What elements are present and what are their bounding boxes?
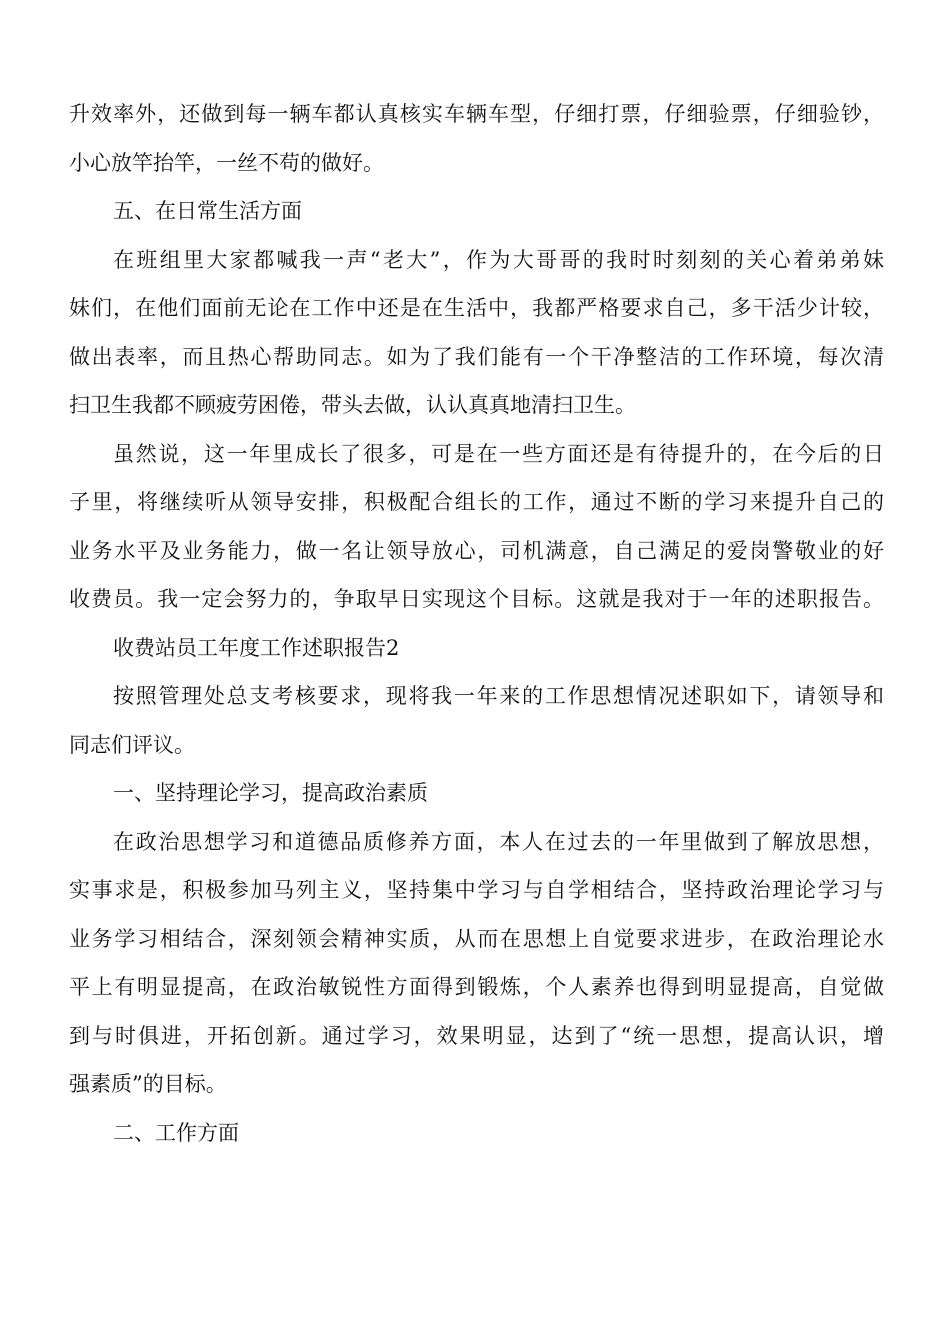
paragraph-line: 子里，将继续听从领导安排，积极配合组长的工作，通过不断的学习来提升自己的	[69, 490, 884, 514]
section-heading: 二、工作方面	[113, 1120, 239, 1145]
paragraph-line: 妹们，在他们面前无论在工作中还是在生活中，我都严格要求自己，多干活少计较，	[69, 296, 884, 320]
paragraph-line: 实事求是，积极参加马列主义，坚持集中学习与自学相结合，坚持政治理论学习与	[69, 878, 884, 902]
section-heading: 一、坚持理论学习，提高政治素质	[113, 781, 428, 805]
paragraph-line: 平上有明显提高，在政治敏锐性方面得到锻炼，个人素养也得到明显提高，自觉做	[69, 975, 884, 999]
paragraph-line: 业务水平及业务能力，做一名让领导放心，司机满意，自己满足的爱岗警敬业的好	[69, 538, 884, 563]
paragraph-line: 业务学习相结合，深刻领会精神实质，从而在思想上自觉要求进步，在政治理论水	[69, 926, 884, 951]
paragraph-line: 小心放竿抬竿，一丝不苟的做好。	[69, 150, 384, 175]
document-subtitle: 收费站员工年度工作述职报告2	[113, 635, 400, 660]
section-heading: 五、在日常生活方面	[113, 199, 302, 223]
paragraph-line: 在政治思想学习和道德品质修养方面，本人在过去的一年里做到了解放思想，	[113, 829, 884, 854]
paragraph-line: 强素质”的目标。	[69, 1072, 227, 1096]
paragraph-line: 做出表率，而且热心帮助同志。如为了我们能有一个干净整洁的工作环境，每次清	[69, 344, 884, 369]
document-body	[69, 90, 884, 1157]
paragraph-line: 收费员。我一定会努力的，争取早日实现这个目标。这就是我对于一年的述职报告。	[69, 587, 884, 611]
paragraph-line: 虽然说，这一年里成长了很多，可是在一些方面还是有待提升的，在今后的日	[113, 441, 884, 466]
paragraph-line: 到与时俱进，开拓创新。通过学习，效果明显，达到了“统一思想，提高认识，增	[69, 1023, 884, 1048]
paragraph-line: 扫卫生我都不顾疲劳困倦，带头去做，认认真真地清扫卫生。	[69, 393, 636, 417]
paragraph-line: 按照管理处总支考核要求，现将我一年来的工作思想情况述职如下，请领导和	[113, 684, 884, 708]
paragraph-line: 同志们评议。	[69, 732, 195, 757]
paragraph-line: 升效率外，还做到每一辆车都认真核实车辆车型，仔细打票，仔细验票，仔细验钞，	[69, 102, 884, 126]
paragraph-line: 在班组里大家都喊我一声“老大”，作为大哥哥的我时时刻刻的关心着弟弟妹	[113, 247, 884, 272]
